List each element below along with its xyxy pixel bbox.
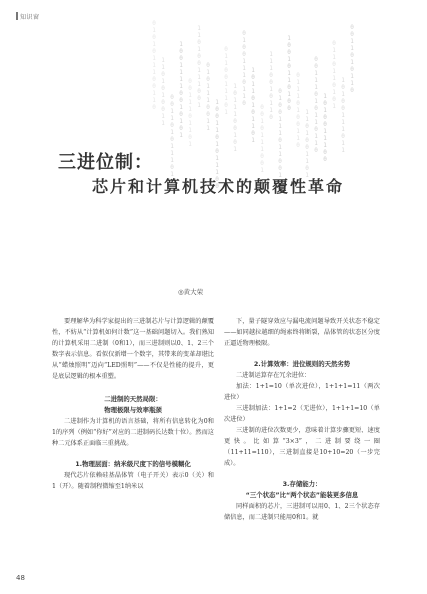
section-paragraph: 二进制作为计算机的语言基础，将所有信息转化为0和1的序列（例如“你好”对应的二进制码长达数十位）。然而这种二元体系正面临三重挑战。 [52, 418, 214, 447]
subheading-storage-line2: “三个状态”比“两个状态”能装更多信息 [245, 491, 359, 499]
binary-rain-column: 10011110010101 [177, 41, 185, 139]
binary-rain-column: 0010111001 [258, 104, 266, 174]
author-byline: ◎黄大荣 [178, 288, 204, 296]
binary-rain-column: 110100111001 [195, 25, 203, 109]
efficiency-paragraph-2: 加法：1+1=10（单次进位），1+1+1=11（两次进位） [224, 383, 380, 401]
left-text-column [52, 316, 214, 492]
article-title-main: 三进位制： [58, 152, 153, 173]
binary-rain-column: 0110011101 [222, 46, 230, 116]
binary-rain-column: 10110101101 [249, 67, 257, 144]
continued-paragraph: 下，量子隧穿效应与漏电流问题导致开关状态不稳定——如同越拉越细的绳索终将断裂，晶体管的状态区分度正逼近物理极限。 [224, 318, 380, 347]
binary-rain-column: 0011010110 [348, 24, 356, 94]
binary-rain-column: 0100111011001 [276, 88, 284, 179]
storage-paragraph: 同样面积的芯片，三进制可以用0、1、2三个状态存储信息，而二进制只能用0和1。就 [224, 503, 380, 521]
binary-rain-column: 0011101101 [186, 78, 194, 148]
binary-rain-column: 0101110011 [204, 62, 212, 132]
efficiency-paragraph-3: 三进制加法：1+1=2（无进位），1+1+1=10（单次进位） [224, 405, 380, 423]
binary-rain-column: 00111010110110 [312, 56, 320, 154]
binary-rain-column: 001101011101 [168, 94, 176, 178]
binary-rain-column: 01001110110 [240, 30, 248, 107]
page-number: 48 [16, 574, 25, 582]
subheading-physical-layer: 1.物理层面：纳米级尺度下的信号模糊化 [75, 460, 191, 468]
efficiency-paragraph-4: 三进制的进位次数更少，意味着计算步骤更短、速度更快。比如算“3×3”，二进制要绕一圈（11+11=110），三进制直接是10+10=20（一步完成）。 [224, 427, 380, 467]
binary-rain-column: 1010011100 [321, 93, 329, 163]
binary-rain-column: 01110100110 [294, 72, 302, 149]
binary-rain-column: 10010110100 [285, 35, 293, 112]
paragraph-physical-layer: 现代芯片依赖硅基晶体管（电子开关）表示0（关）和1（开）。随着制程微缩至1纳米以 [52, 472, 214, 490]
section-heading-line2: 物理极限与效率瓶颈 [104, 406, 162, 414]
binary-rain-column: 1011100101 [231, 83, 239, 153]
subheading-compute-efficiency: 2.计算效率：进位规则的天然劣势 [253, 360, 351, 368]
section-tag: 知识窗 [20, 14, 40, 21]
binary-rain-column: 1101001101 [303, 109, 311, 179]
binary-rain-column: 0101011100110 [150, 20, 158, 111]
binary-rain-column: 1110010110 [267, 51, 275, 121]
subheading-storage-line1: 3.存储能力： [282, 480, 322, 488]
intro-paragraph: 要理解华为科学家提出的三进制芯片与计算逻辑的颠覆性，不妨从“计算机如何计数”这一基础问题切入。我们熟知的计算机采用二进制（0和1），而三进制则以0、1、2三个数字表示信息。看似仅新增一个数字，其带来的变革却堪比从“蜡烛照明”迈向“LED照明”——不仅是性能的提升，更是底层逻辑的根本重塑。 [52, 318, 214, 380]
section-heading-line1: 二进制的天然局限： [104, 395, 162, 403]
binary-rain-column: 10100111011 [339, 77, 347, 154]
binary-rain-column: 1001101011100 [213, 99, 221, 190]
right-text-column [224, 316, 380, 523]
binary-rain-column: 1101010011 [159, 57, 167, 127]
article-title-sub: 芯片和计算机技术的颠覆性革命 [92, 177, 345, 196]
binary-rain-column: 0110110101 [330, 40, 338, 110]
efficiency-paragraph-1: 二进制运算存在冗余进位： [236, 372, 311, 379]
